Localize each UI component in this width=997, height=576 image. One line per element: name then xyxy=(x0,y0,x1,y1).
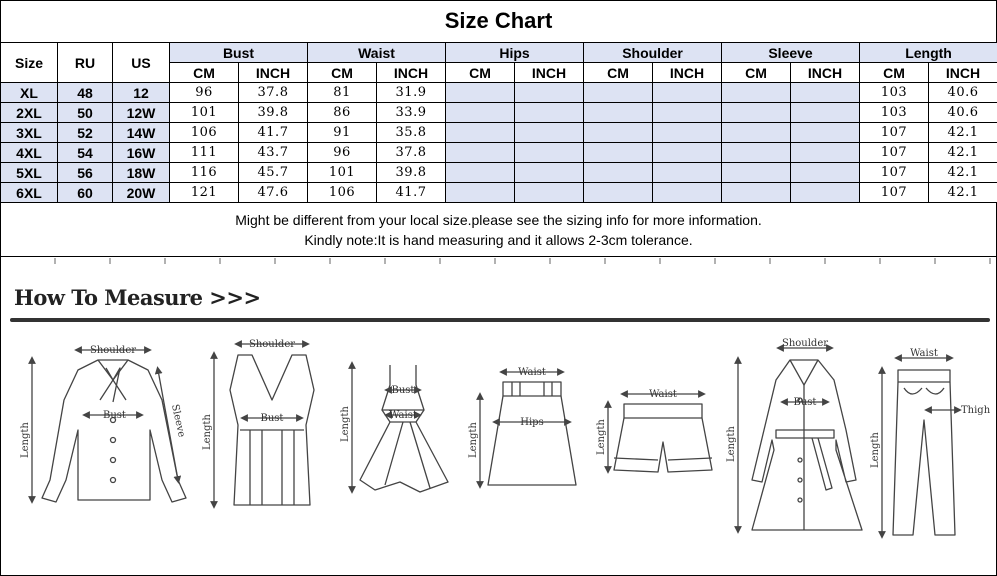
label-waist: Waist xyxy=(389,410,417,421)
waist-inch-cell: 33.9 xyxy=(377,103,446,123)
hips-cm-cell xyxy=(446,103,515,123)
length-cm-cell: 107 xyxy=(860,183,929,203)
ru-cell: 60 xyxy=(58,183,113,203)
waist-cm-cell: 91 xyxy=(308,123,377,143)
hips-inch-cell xyxy=(515,183,584,203)
label-length: Length xyxy=(340,406,351,442)
bust-inch-cell: 39.8 xyxy=(239,103,308,123)
header-bust: Bust xyxy=(170,43,308,63)
shoulder-inch-cell xyxy=(653,183,722,203)
label-bust: Bust xyxy=(793,397,817,408)
shorts-figure xyxy=(608,394,712,472)
label-bust: Bust xyxy=(260,413,284,424)
length-inch-cell: 42.1 xyxy=(929,123,997,143)
header-us: US xyxy=(113,43,170,83)
section-divider xyxy=(0,256,997,257)
hips-cm-cell xyxy=(446,83,515,103)
length-inch-cell: 42.1 xyxy=(929,183,997,203)
sizing-notes xyxy=(0,210,997,250)
label-length: Length xyxy=(726,426,737,462)
waist-inch-cell: 31.9 xyxy=(377,83,446,103)
hips-inch-cell xyxy=(515,143,584,163)
header-inch: INCH xyxy=(791,63,860,83)
bust-cm-cell: 111 xyxy=(170,143,239,163)
label-length: Length xyxy=(870,432,881,468)
length-inch-cell: 42.1 xyxy=(929,163,997,183)
note-line-2: Kindly note:It is hand measuring and it allows 2-3cm tolerance. xyxy=(304,232,693,248)
header-inch: INCH xyxy=(653,63,722,83)
sleeve-cm-cell xyxy=(722,83,791,103)
bust-inch-cell: 45.7 xyxy=(239,163,308,183)
sleeve-cm-cell xyxy=(722,143,791,163)
sleeve-inch-cell xyxy=(791,183,860,203)
hips-cm-cell xyxy=(446,163,515,183)
hips-inch-cell xyxy=(515,123,584,143)
header-cm: CM xyxy=(584,63,653,83)
us-cell: 18W xyxy=(113,163,170,183)
hips-cm-cell xyxy=(446,123,515,143)
header-sleeve: Sleeve xyxy=(722,43,860,63)
header-cm: CM xyxy=(860,63,929,83)
label-shoulder: Shoulder xyxy=(248,339,296,350)
waist-cm-cell: 101 xyxy=(308,163,377,183)
shoulder-cm-cell xyxy=(584,123,653,143)
label-waist: Waist xyxy=(910,348,938,359)
header-hips: Hips xyxy=(446,43,584,63)
bust-inch-cell: 37.8 xyxy=(239,83,308,103)
label-shoulder: Shoulder xyxy=(781,338,829,349)
size-table xyxy=(0,42,997,203)
page-title: Size Chart xyxy=(444,8,553,33)
length-cm-cell: 107 xyxy=(860,123,929,143)
header-cm: CM xyxy=(722,63,791,83)
label-bust: Bust xyxy=(103,410,126,421)
sleeve-inch-cell xyxy=(791,83,860,103)
waist-cm-cell: 81 xyxy=(308,83,377,103)
table-row xyxy=(1,83,997,103)
hips-cm-cell xyxy=(446,143,515,163)
sleeve-inch-cell xyxy=(791,143,860,163)
hips-inch-cell xyxy=(515,103,584,123)
length-inch-cell: 40.6 xyxy=(929,103,997,123)
ru-cell: 54 xyxy=(58,143,113,163)
how-to-measure-heading: How To Measure >>> xyxy=(14,285,261,310)
shoulder-cm-cell xyxy=(584,183,653,203)
header-cm: CM xyxy=(308,63,377,83)
ru-cell: 52 xyxy=(58,123,113,143)
label-waist: Waist xyxy=(649,389,677,400)
header-inch: INCH xyxy=(239,63,308,83)
header-inch: INCH xyxy=(929,63,997,83)
header-shoulder: Shoulder xyxy=(584,43,722,63)
size-cell: XL xyxy=(1,83,58,103)
ru-cell: 50 xyxy=(58,103,113,123)
skirt-figure xyxy=(480,372,576,485)
header-waist: Waist xyxy=(308,43,446,63)
sleeve-cm-cell xyxy=(722,163,791,183)
size-cell: 2XL xyxy=(1,103,58,123)
header-size: Size xyxy=(1,43,58,83)
bust-inch-cell: 43.7 xyxy=(239,143,308,163)
header-ru: RU xyxy=(58,43,113,83)
label-length: Length xyxy=(20,422,31,458)
waist-cm-cell: 106 xyxy=(308,183,377,203)
shoulder-cm-cell xyxy=(584,143,653,163)
us-cell: 16W xyxy=(113,143,170,163)
bust-cm-cell: 106 xyxy=(170,123,239,143)
hips-inch-cell xyxy=(515,163,584,183)
us-cell: 14W xyxy=(113,123,170,143)
length-cm-cell: 107 xyxy=(860,163,929,183)
header-inch: INCH xyxy=(515,63,584,83)
label-sleeve: Sleeve xyxy=(169,403,187,439)
waist-cm-cell: 96 xyxy=(308,143,377,163)
shoulder-inch-cell xyxy=(653,83,722,103)
label-length: Length xyxy=(596,419,607,455)
shoulder-inch-cell xyxy=(653,103,722,123)
size-cell: 3XL xyxy=(1,123,58,143)
waist-cm-cell: 86 xyxy=(308,103,377,123)
note-line-1: Might be different from your local size.please see the sizing info for more information. xyxy=(235,212,762,228)
waist-inch-cell: 35.8 xyxy=(377,123,446,143)
bust-inch-cell: 47.6 xyxy=(239,183,308,203)
ru-cell: 48 xyxy=(58,83,113,103)
label-thigh: Thigh xyxy=(961,405,991,416)
table-row xyxy=(1,143,997,163)
table-row xyxy=(1,103,997,123)
us-cell: 12 xyxy=(113,83,170,103)
ru-cell: 56 xyxy=(58,163,113,183)
coat-dress-figure xyxy=(738,348,862,530)
label-shoulder: Shoulder xyxy=(89,345,137,356)
label-waist: Waist xyxy=(518,367,546,378)
label-length: Length xyxy=(202,414,213,450)
bust-inch-cell: 41.7 xyxy=(239,123,308,143)
sleeve-cm-cell xyxy=(722,183,791,203)
label-hips: Hips xyxy=(520,417,544,428)
bust-cm-cell: 96 xyxy=(170,83,239,103)
table-row xyxy=(1,183,997,203)
bust-cm-cell: 116 xyxy=(170,163,239,183)
label-length: Length xyxy=(468,422,479,458)
shoulder-cm-cell xyxy=(584,83,653,103)
bust-cm-cell: 101 xyxy=(170,103,239,123)
size-cell: 5XL xyxy=(1,163,58,183)
shoulder-cm-cell xyxy=(584,163,653,183)
divider-ticks xyxy=(0,258,997,268)
shoulder-inch-cell xyxy=(653,123,722,143)
waist-inch-cell: 37.8 xyxy=(377,143,446,163)
measurement-illustrations xyxy=(0,330,997,576)
label-bust: Bust xyxy=(391,385,415,396)
shoulder-inch-cell xyxy=(653,163,722,183)
bust-cm-cell: 121 xyxy=(170,183,239,203)
tank-top-figure xyxy=(214,344,314,505)
header-cm: CM xyxy=(446,63,515,83)
length-inch-cell: 40.6 xyxy=(929,83,997,103)
heading-underline xyxy=(10,318,990,322)
blouse-figure xyxy=(32,350,186,502)
hips-cm-cell xyxy=(446,183,515,203)
waist-inch-cell: 41.7 xyxy=(377,183,446,203)
sleeve-inch-cell xyxy=(791,123,860,143)
table-row xyxy=(1,163,997,183)
sleeve-inch-cell xyxy=(791,103,860,123)
length-cm-cell: 103 xyxy=(860,103,929,123)
waist-inch-cell: 39.8 xyxy=(377,163,446,183)
header-inch: INCH xyxy=(377,63,446,83)
length-inch-cell: 42.1 xyxy=(929,143,997,163)
size-cell: 4XL xyxy=(1,143,58,163)
sleeve-cm-cell xyxy=(722,103,791,123)
table-row xyxy=(1,123,997,143)
header-length: Length xyxy=(860,43,997,63)
us-cell: 12W xyxy=(113,103,170,123)
length-cm-cell: 107 xyxy=(860,143,929,163)
us-cell: 20W xyxy=(113,183,170,203)
sleeve-inch-cell xyxy=(791,163,860,183)
length-cm-cell: 103 xyxy=(860,83,929,103)
size-cell: 6XL xyxy=(1,183,58,203)
sleeve-cm-cell xyxy=(722,123,791,143)
hips-inch-cell xyxy=(515,83,584,103)
pants-figure xyxy=(882,358,958,535)
shoulder-inch-cell xyxy=(653,143,722,163)
shoulder-cm-cell xyxy=(584,103,653,123)
header-cm: CM xyxy=(170,63,239,83)
